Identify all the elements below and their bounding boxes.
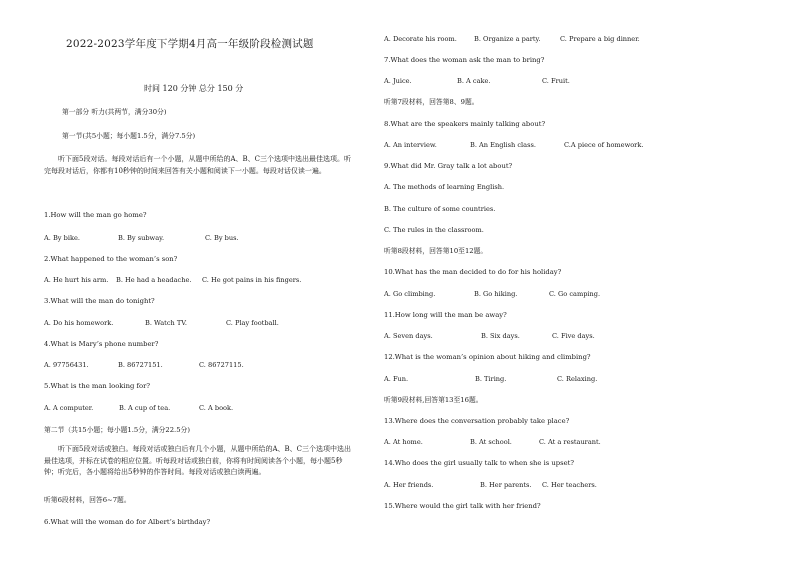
- q12-option-a: A. Fun.: [384, 375, 409, 383]
- q2-option-b: B. He had a headache.: [116, 276, 192, 284]
- q9-option-a: A. The methods of learning English.: [384, 183, 505, 191]
- question-4: 4.What is Mary’s phone number?: [44, 340, 159, 348]
- question-12: 12.What is the woman’s opinion about hiking and climbing?: [384, 353, 591, 361]
- q11-option-c: C. Five days.: [552, 332, 595, 340]
- q6-option-c: C. Prepare a big dinner.: [560, 35, 640, 43]
- q3-option-c: C. Play football.: [226, 319, 279, 327]
- question-7: 7.What does the woman ask the man to bring?: [384, 56, 545, 64]
- q14-option-c: C. Her teachers.: [542, 481, 597, 489]
- question-14: 14.Who does the girl usually talk to when she is upset?: [384, 459, 575, 467]
- q8-option-c: C.A piece of homework.: [564, 141, 644, 149]
- q12-option-c: C. Relaxing.: [557, 375, 598, 383]
- q5-option-b: B. A cup of tea.: [119, 404, 171, 412]
- q10-option-b: B. Go hiking.: [474, 290, 518, 298]
- question-2: 2.What happened to the woman’s son?: [44, 255, 178, 263]
- q14-option-a: A. Her friends.: [384, 481, 434, 489]
- question-10: 10.What has the man decided to do for his holiday?: [384, 268, 562, 276]
- section1-instructions: 听下面5段对话。每段对话后有一个小题，从题中所给的A、B、C三个选项中选出最佳选项。听完每段对话后，你都有10秒钟的时间来回答有关小题和阅读下一小题。每段对话仅读一遍。: [44, 155, 352, 175]
- q8-option-b: B. An English class.: [470, 141, 536, 149]
- question-15: 15.Where would the girl talk with her friend?: [384, 502, 541, 510]
- question-6: 6.What will the woman do for Albert’s birthday?: [44, 518, 211, 526]
- q7-option-c: C. Fruit.: [542, 77, 570, 85]
- q7-option-b: B. A cake.: [457, 77, 491, 85]
- q6-option-a: A. Decorate his room.: [384, 35, 457, 43]
- question-3: 3.What will the man do tonight?: [44, 297, 155, 305]
- section2-heading: 第二节（共15小题；每小题1.5分，满分22.5分): [44, 426, 190, 434]
- q4-option-c: C. 86727115.: [199, 361, 244, 369]
- q2-option-c: C. He got pains in his fingers.: [202, 276, 302, 284]
- q5-option-a: A. A computer.: [44, 404, 94, 412]
- q1-option-b: B. By subway.: [118, 234, 165, 242]
- q9-option-c: C. The rules in the classroom.: [384, 226, 484, 234]
- q9-option-b: B. The culture of some countries.: [384, 205, 496, 213]
- section2-instructions: 听下面5段对话或独白。每段对话或独白后有几个小题，从题中所给的A、B、C三个选项中选出最佳选项，并标在试卷的相应位置。听每段对话或独白前，你将有时间阅读各个小题，每小题5秒钟；听完后，各小题将给出5秒钟的作答时间。每段对话或独白读两遍。: [44, 445, 352, 476]
- material-7-heading: 听第7段材料，回答第8、9题。: [384, 98, 479, 106]
- exam-title: 2022-2023学年度下学期4月高一年级阶段检测试题: [66, 38, 314, 50]
- q12-option-b: B. Tiring.: [475, 375, 507, 383]
- question-5: 5.What is the man looking for?: [44, 382, 150, 390]
- q13-option-a: A. At home.: [384, 438, 423, 446]
- q3-option-a: A. Do his homework.: [44, 319, 114, 327]
- q11-option-a: A. Seven days.: [384, 332, 433, 340]
- q1-option-c: C. By bus.: [205, 234, 239, 242]
- material-8-heading: 听第8段材料，回答第10至12题。: [384, 247, 488, 255]
- q4-option-b: B. 86727151.: [118, 361, 163, 369]
- question-11: 11.How long will the man be away?: [384, 311, 507, 319]
- q5-option-c: C. A book.: [199, 404, 234, 412]
- part1-heading: 第一部分 听力(共两节，满分30分): [62, 108, 167, 116]
- q4-option-a: A. 97756431.: [44, 361, 89, 369]
- material-9-heading: 听第9段材料,回答第13至16题。: [384, 396, 483, 404]
- q13-option-b: B. At school.: [470, 438, 512, 446]
- q14-option-b: B. Her parents.: [480, 481, 532, 489]
- q3-option-b: B. Watch TV.: [145, 319, 187, 327]
- q1-option-a: A. By bike.: [44, 234, 80, 242]
- question-13: 13.Where does the conversation probably take place?: [384, 417, 570, 425]
- q10-option-c: C. Go camping.: [549, 290, 601, 298]
- q2-option-a: A. He hurt his arm.: [44, 276, 109, 284]
- question-1: 1.How will the man go home?: [44, 211, 147, 219]
- q8-option-a: A. An interview.: [384, 141, 437, 149]
- q10-option-a: A. Go climbing.: [384, 290, 436, 298]
- material-6-heading: 听第6段材料，回答6~7题。: [44, 496, 131, 504]
- time-score: 时间 120 分钟 总分 150 分: [144, 84, 244, 93]
- q7-option-a: A. Juice.: [384, 77, 412, 85]
- q11-option-b: B. Six days.: [481, 332, 520, 340]
- question-9: 9.What did Mr. Gray talk a lot about?: [384, 162, 513, 170]
- q13-option-c: C. At a restaurant.: [539, 438, 601, 446]
- section1-heading: 第一节(共5小题；每小题1.5分，满分7.5分): [62, 132, 196, 140]
- question-8: 8.What are the speakers mainly talking about?: [384, 120, 546, 128]
- q6-option-b: B. Organize a party.: [474, 35, 541, 43]
